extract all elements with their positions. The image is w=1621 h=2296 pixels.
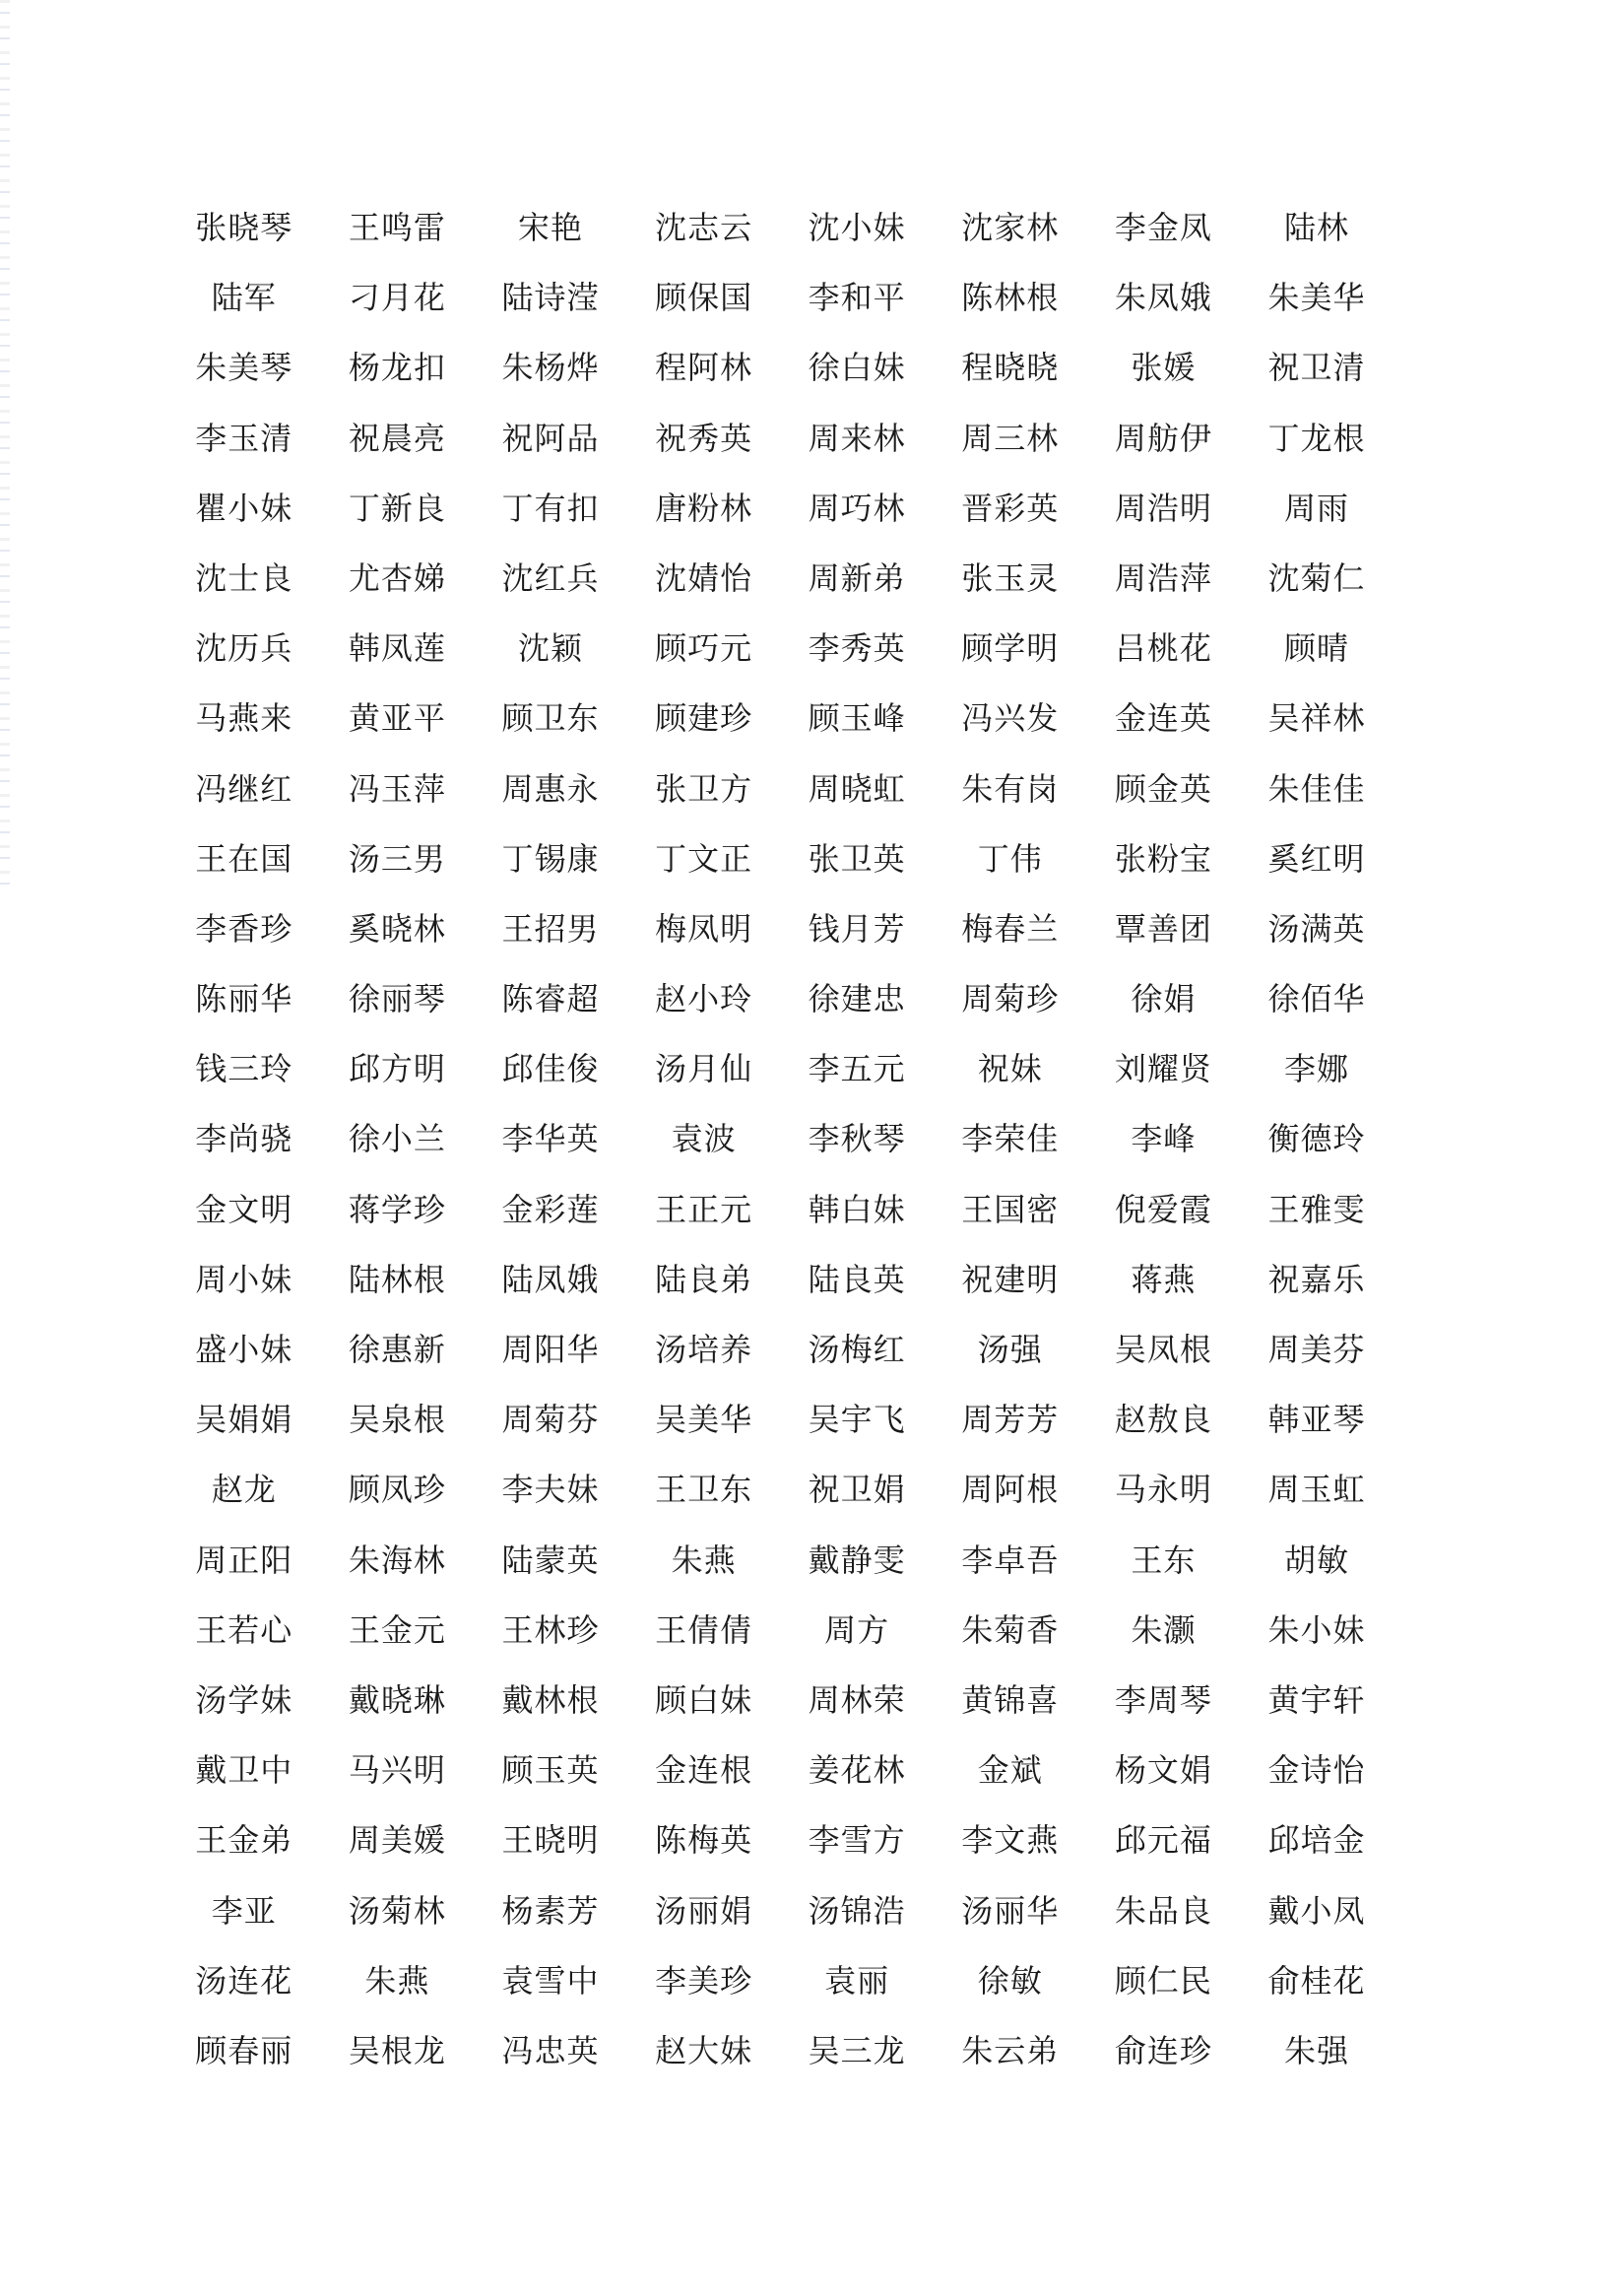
name-entry: 梅凤明 bbox=[655, 909, 753, 948]
name-entry: 吴娟娟 bbox=[195, 1401, 293, 1439]
name-entry: 李香珍 bbox=[195, 909, 293, 948]
name-entry: 韩凤莲 bbox=[348, 629, 446, 668]
name-entry: 祝建明 bbox=[961, 1260, 1060, 1298]
name-entry: 顾晴 bbox=[1283, 629, 1349, 668]
name-entry: 汤强 bbox=[977, 1331, 1043, 1368]
name-entry: 李秀英 bbox=[808, 629, 906, 668]
name-entry: 程阿林 bbox=[655, 349, 753, 387]
name-entry: 李雪方 bbox=[808, 1821, 906, 1860]
name-entry: 丁龙根 bbox=[1267, 419, 1366, 457]
name-entry: 王晓明 bbox=[501, 1821, 600, 1860]
name-entry: 吴美华 bbox=[655, 1401, 753, 1439]
name-entry: 朱灏 bbox=[1131, 1610, 1197, 1649]
name-entry: 王若心 bbox=[195, 1610, 293, 1649]
name-entry: 周玉虹 bbox=[1267, 1471, 1366, 1509]
name-entry: 吕桃花 bbox=[1114, 629, 1212, 668]
name-entry: 陈丽华 bbox=[195, 980, 293, 1018]
name-entry: 杨素芳 bbox=[501, 1891, 600, 1930]
name-entry: 朱佳佳 bbox=[1267, 769, 1366, 808]
name-entry: 丁伟 bbox=[977, 839, 1043, 878]
name-entry: 梅春兰 bbox=[961, 909, 1060, 948]
name-entry: 朱美琴 bbox=[195, 349, 293, 387]
name-entry: 吴祥林 bbox=[1267, 699, 1366, 738]
name-entry: 沈红兵 bbox=[501, 558, 600, 597]
name-entry: 祝妹 bbox=[977, 1050, 1043, 1088]
name-entry: 刁月花 bbox=[348, 279, 446, 317]
name-entry: 陈睿超 bbox=[501, 980, 600, 1018]
name-entry: 沈家林 bbox=[961, 209, 1060, 246]
name-entry: 顾金英 bbox=[1114, 769, 1212, 808]
name-entry: 蒋学珍 bbox=[348, 1190, 446, 1228]
name-list-grid bbox=[167, 193, 1394, 2086]
name-entry: 沈士良 bbox=[195, 558, 293, 597]
name-entry: 顾仁民 bbox=[1114, 1961, 1212, 2000]
name-entry: 黄宇轩 bbox=[1267, 1680, 1366, 1719]
name-entry: 金彩莲 bbox=[501, 1190, 600, 1228]
name-entry: 王卫东 bbox=[655, 1471, 753, 1509]
name-entry: 朱品良 bbox=[1114, 1891, 1212, 1930]
name-entry: 奚晓林 bbox=[348, 909, 446, 948]
name-entry: 周浩明 bbox=[1114, 489, 1212, 527]
name-entry: 袁丽 bbox=[824, 1961, 890, 2000]
name-entry: 汤丽娟 bbox=[655, 1891, 753, 1930]
name-entry: 冯继红 bbox=[195, 769, 293, 808]
name-entry: 倪爱霞 bbox=[1114, 1190, 1212, 1228]
name-entry: 朱强 bbox=[1283, 2031, 1349, 2069]
name-entry: 张晓琴 bbox=[195, 209, 293, 246]
name-entry: 李玉清 bbox=[195, 419, 293, 457]
name-entry: 吴泉根 bbox=[348, 1401, 446, 1439]
name-entry: 丁文正 bbox=[655, 839, 753, 878]
name-entry: 吴凤根 bbox=[1114, 1331, 1212, 1368]
name-entry: 徐惠新 bbox=[348, 1331, 446, 1368]
scan-edge-artifact bbox=[0, 0, 10, 886]
name-entry: 周小妹 bbox=[195, 1260, 293, 1298]
name-entry: 李美珍 bbox=[655, 1961, 753, 2000]
name-entry: 朱美华 bbox=[1267, 279, 1366, 317]
name-entry: 周雨 bbox=[1283, 489, 1349, 527]
name-entry: 马兴明 bbox=[348, 1751, 446, 1790]
name-entry: 唐粉林 bbox=[655, 489, 753, 527]
name-entry: 赵小玲 bbox=[655, 980, 753, 1018]
name-entry: 汤梅红 bbox=[808, 1331, 906, 1368]
name-entry: 马燕来 bbox=[195, 699, 293, 738]
name-entry: 周阳华 bbox=[501, 1331, 600, 1368]
name-entry: 吴三龙 bbox=[808, 2031, 906, 2069]
name-entry: 王正元 bbox=[655, 1190, 753, 1228]
name-entry: 丁锡康 bbox=[501, 839, 600, 878]
name-entry: 周晓虹 bbox=[808, 769, 906, 808]
name-entry: 徐娟 bbox=[1131, 980, 1197, 1018]
name-entry: 周惠永 bbox=[501, 769, 600, 808]
name-entry: 王招男 bbox=[501, 909, 600, 948]
name-entry: 吴根龙 bbox=[348, 2031, 446, 2069]
name-entry: 李秋琴 bbox=[808, 1120, 906, 1158]
name-entry: 汤连花 bbox=[195, 1961, 293, 2000]
name-entry: 朱燕 bbox=[364, 1961, 430, 2000]
name-entry: 朱凤娥 bbox=[1114, 279, 1212, 317]
name-entry: 徐佰华 bbox=[1267, 980, 1366, 1018]
name-entry: 徐白妹 bbox=[808, 349, 906, 387]
name-entry: 周阿根 bbox=[961, 1471, 1060, 1509]
name-entry: 瞿小妹 bbox=[195, 489, 293, 527]
name-entry: 戴卫中 bbox=[195, 1751, 293, 1790]
name-entry: 戴小凤 bbox=[1267, 1891, 1366, 1930]
name-entry: 覃善团 bbox=[1114, 909, 1212, 948]
name-entry: 祝秀英 bbox=[655, 419, 753, 457]
name-entry: 周新弟 bbox=[808, 558, 906, 597]
name-entry: 王鸣雷 bbox=[348, 209, 446, 246]
name-entry: 朱菊香 bbox=[961, 1610, 1060, 1649]
name-entry: 周美芬 bbox=[1267, 1331, 1366, 1368]
name-entry: 金斌 bbox=[977, 1751, 1043, 1790]
name-entry: 赵大妹 bbox=[655, 2031, 753, 2069]
name-entry: 顾白妹 bbox=[655, 1680, 753, 1719]
name-entry: 陆军 bbox=[211, 279, 277, 317]
name-entry: 张媛 bbox=[1131, 349, 1197, 387]
name-entry: 张卫方 bbox=[655, 769, 753, 808]
name-entry: 周舫伊 bbox=[1114, 419, 1212, 457]
name-entry: 李和平 bbox=[808, 279, 906, 317]
name-entry: 李荣佳 bbox=[961, 1120, 1060, 1158]
name-entry: 李五元 bbox=[808, 1050, 906, 1088]
name-entry: 盛小妹 bbox=[195, 1331, 293, 1368]
name-entry: 沈婧怡 bbox=[655, 558, 753, 597]
name-entry: 徐小兰 bbox=[348, 1120, 446, 1158]
name-entry: 金诗怡 bbox=[1267, 1751, 1366, 1790]
name-entry: 汤锦浩 bbox=[808, 1891, 906, 1930]
name-entry: 衡德玲 bbox=[1267, 1120, 1366, 1158]
name-entry: 王金元 bbox=[348, 1610, 446, 1649]
name-entry: 陆良英 bbox=[808, 1260, 906, 1298]
name-entry: 周美媛 bbox=[348, 1821, 446, 1860]
name-entry: 黄锦喜 bbox=[961, 1680, 1060, 1719]
name-entry: 杨龙扣 bbox=[348, 349, 446, 387]
name-entry: 赵敖良 bbox=[1114, 1401, 1212, 1439]
name-entry: 周方 bbox=[824, 1610, 890, 1649]
name-entry: 朱燕 bbox=[671, 1541, 737, 1579]
name-entry: 祝卫清 bbox=[1267, 349, 1366, 387]
name-entry: 丁有扣 bbox=[501, 489, 600, 527]
name-entry: 戴静雯 bbox=[808, 1541, 906, 1579]
name-entry: 沈颖 bbox=[517, 629, 583, 668]
name-entry: 徐丽琴 bbox=[348, 980, 446, 1018]
name-entry: 冯兴发 bbox=[961, 699, 1060, 738]
name-entry: 李尚骁 bbox=[195, 1120, 293, 1158]
name-entry: 顾玉峰 bbox=[808, 699, 906, 738]
name-entry: 汤学妹 bbox=[195, 1680, 293, 1719]
name-entry: 顾春丽 bbox=[195, 2031, 293, 2069]
name-entry: 姜花林 bbox=[808, 1751, 906, 1790]
name-entry: 顾玉英 bbox=[501, 1751, 600, 1790]
name-entry: 汤丽华 bbox=[961, 1891, 1060, 1930]
name-entry: 李卓吾 bbox=[961, 1541, 1060, 1579]
name-entry: 顾建珍 bbox=[655, 699, 753, 738]
name-entry: 沈历兵 bbox=[195, 629, 293, 668]
name-entry: 邱方明 bbox=[348, 1050, 446, 1088]
name-entry: 李金凤 bbox=[1114, 209, 1212, 246]
name-entry: 王林珍 bbox=[501, 1610, 600, 1649]
name-entry: 邱佳俊 bbox=[501, 1050, 600, 1088]
name-entry: 周林荣 bbox=[808, 1680, 906, 1719]
name-entry: 尤杏娣 bbox=[348, 558, 446, 597]
name-entry: 陈梅英 bbox=[655, 1821, 753, 1860]
name-entry: 徐建忠 bbox=[808, 980, 906, 1018]
name-entry: 朱海林 bbox=[348, 1541, 446, 1579]
name-entry: 陆林根 bbox=[348, 1260, 446, 1298]
name-entry: 周来林 bbox=[808, 419, 906, 457]
name-entry: 王在国 bbox=[195, 839, 293, 878]
name-entry: 顾巧元 bbox=[655, 629, 753, 668]
name-entry: 杨文娟 bbox=[1114, 1751, 1212, 1790]
name-entry: 吴宇飞 bbox=[808, 1401, 906, 1439]
name-entry: 陆诗滢 bbox=[501, 279, 600, 317]
name-entry: 冯忠英 bbox=[501, 2031, 600, 2069]
name-entry: 韩亚琴 bbox=[1267, 1401, 1366, 1439]
name-entry: 李娜 bbox=[1283, 1050, 1349, 1088]
name-entry: 戴晓琳 bbox=[348, 1680, 446, 1719]
name-entry: 钱三玲 bbox=[195, 1050, 293, 1088]
name-entry: 朱云弟 bbox=[961, 2031, 1060, 2069]
name-entry: 汤菊林 bbox=[348, 1891, 446, 1930]
name-entry: 王金弟 bbox=[195, 1821, 293, 1860]
name-entry: 李华英 bbox=[501, 1120, 600, 1158]
name-entry: 金连根 bbox=[655, 1751, 753, 1790]
name-entry: 顾保国 bbox=[655, 279, 753, 317]
name-entry: 丁新良 bbox=[348, 489, 446, 527]
name-entry: 金文明 bbox=[195, 1190, 293, 1228]
name-entry: 周菊芬 bbox=[501, 1401, 600, 1439]
name-entry: 周三林 bbox=[961, 419, 1060, 457]
name-entry: 蒋燕 bbox=[1131, 1260, 1197, 1298]
name-entry: 张粉宝 bbox=[1114, 839, 1212, 878]
name-entry: 周浩萍 bbox=[1114, 558, 1212, 597]
name-entry: 刘耀贤 bbox=[1114, 1050, 1212, 1088]
name-entry: 陆良弟 bbox=[655, 1260, 753, 1298]
name-entry: 黄亚平 bbox=[348, 699, 446, 738]
name-entry: 陆凤娥 bbox=[501, 1260, 600, 1298]
name-entry: 赵龙 bbox=[211, 1471, 277, 1509]
name-entry: 李文燕 bbox=[961, 1821, 1060, 1860]
name-entry: 钱月芳 bbox=[808, 909, 906, 948]
name-entry: 周菊珍 bbox=[961, 980, 1060, 1018]
name-entry: 陆林 bbox=[1283, 209, 1349, 246]
name-entry: 奚红明 bbox=[1267, 839, 1366, 878]
name-entry: 顾凤珍 bbox=[348, 1471, 446, 1509]
name-entry: 沈小妹 bbox=[808, 209, 906, 246]
name-entry: 程晓晓 bbox=[961, 349, 1060, 387]
name-entry: 王倩倩 bbox=[655, 1610, 753, 1649]
name-entry: 李夫妹 bbox=[501, 1471, 600, 1509]
name-entry: 祝阿品 bbox=[501, 419, 600, 457]
name-entry: 张卫英 bbox=[808, 839, 906, 878]
name-entry: 汤培养 bbox=[655, 1331, 753, 1368]
name-entry: 金连英 bbox=[1114, 699, 1212, 738]
name-entry: 祝卫娟 bbox=[808, 1471, 906, 1509]
name-entry: 宋艳 bbox=[517, 209, 583, 246]
name-entry: 顾卫东 bbox=[501, 699, 600, 738]
name-entry: 晋彩英 bbox=[961, 489, 1060, 527]
name-entry: 邱培金 bbox=[1267, 1821, 1366, 1860]
name-entry: 汤三男 bbox=[348, 839, 446, 878]
name-entry: 陈林根 bbox=[961, 279, 1060, 317]
name-entry: 李峰 bbox=[1131, 1120, 1197, 1158]
name-entry: 俞连珍 bbox=[1114, 2031, 1212, 2069]
name-entry: 顾学明 bbox=[961, 629, 1060, 668]
name-entry: 周正阳 bbox=[195, 1541, 293, 1579]
name-entry: 俞桂花 bbox=[1267, 1961, 1366, 2000]
name-entry: 朱小妹 bbox=[1267, 1610, 1366, 1649]
name-entry: 徐敏 bbox=[977, 1961, 1043, 2000]
name-entry: 邱元福 bbox=[1114, 1821, 1212, 1860]
name-entry: 朱有岗 bbox=[961, 769, 1060, 808]
name-entry: 陆蒙英 bbox=[501, 1541, 600, 1579]
name-entry: 王雅雯 bbox=[1267, 1190, 1366, 1228]
name-entry: 祝晨亮 bbox=[348, 419, 446, 457]
name-entry: 袁雪中 bbox=[501, 1961, 600, 2000]
name-entry: 冯玉萍 bbox=[348, 769, 446, 808]
name-entry: 祝嘉乐 bbox=[1267, 1260, 1366, 1298]
name-entry: 袁波 bbox=[671, 1120, 737, 1158]
name-entry: 胡敏 bbox=[1283, 1541, 1349, 1579]
name-entry: 张玉灵 bbox=[961, 558, 1060, 597]
name-entry: 马永明 bbox=[1114, 1471, 1212, 1509]
name-entry: 沈菊仁 bbox=[1267, 558, 1366, 597]
name-entry: 戴林根 bbox=[501, 1680, 600, 1719]
name-entry: 王东 bbox=[1131, 1541, 1197, 1579]
name-entry: 周巧林 bbox=[808, 489, 906, 527]
name-entry: 朱杨烨 bbox=[501, 349, 600, 387]
name-entry: 王国密 bbox=[961, 1190, 1060, 1228]
name-entry: 周芳芳 bbox=[961, 1401, 1060, 1439]
name-entry: 沈志云 bbox=[655, 209, 753, 246]
name-entry: 汤满英 bbox=[1267, 909, 1366, 948]
name-entry: 李亚 bbox=[211, 1891, 277, 1930]
name-entry: 李周琴 bbox=[1114, 1680, 1212, 1719]
name-entry: 汤月仙 bbox=[655, 1050, 753, 1088]
name-entry: 韩白妹 bbox=[808, 1190, 906, 1228]
